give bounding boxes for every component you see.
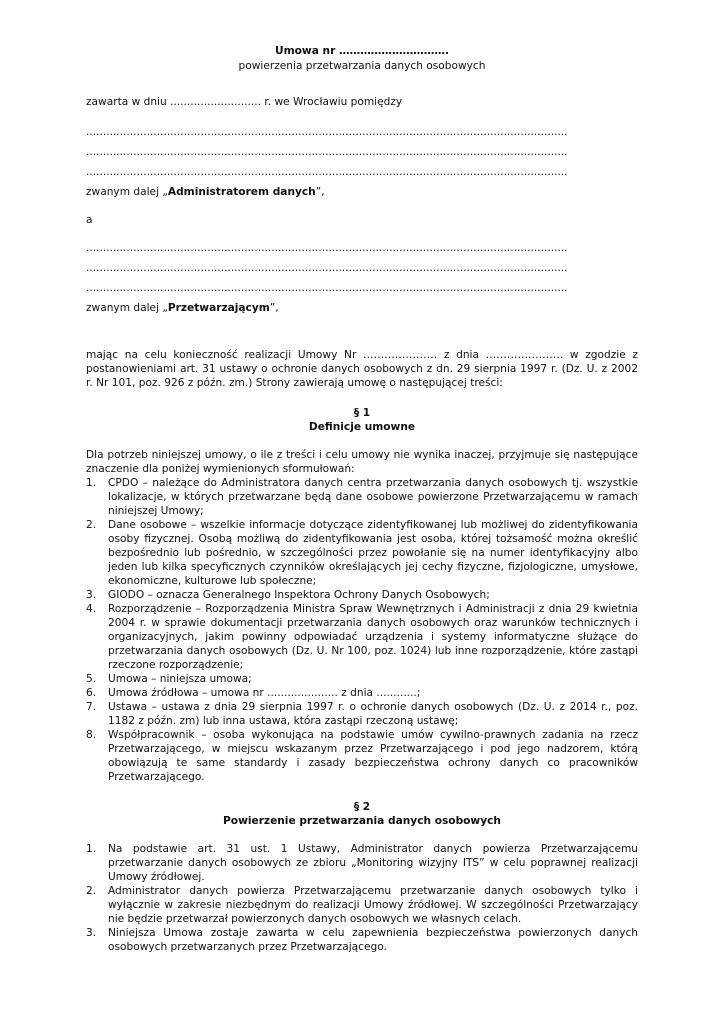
purpose-paragraph: mając na celu konieczność realizacji Umowy Nr ………………… z dnia …………………. w zgodzie z postanowieniami art. 31 ustawy o ochronie danych osobowych z dn. 29 sierpnia 1997 r. (Dz. U. z 2002 r. Nr 101, poz. 926 z późn. zm.) Strony zawierają umowę o następującej treści:	[86, 349, 638, 389]
item-text: Umowa – niniejsza umowa;	[108, 673, 252, 685]
list-item	[86, 884, 638, 926]
contract-title: Umowa nr ………………………….	[275, 45, 449, 57]
section1-title: Definicje umowne	[308, 421, 416, 433]
item-text: Umowa źródłowa – umowa nr ..................... z dnia ............;	[108, 687, 421, 699]
party1-dots-1: ...............................................................................................................................................	[86, 126, 568, 138]
list-item	[86, 588, 638, 602]
concluded-line: zawarta w dniu ........................... r. we Wrocławiu pomiędzy	[86, 96, 403, 108]
item-text: Dane osobowe – wszelkie informacje dotyczące zidentyfikowanej lub możliwej do zidentyfikowania osoby fizycznej. Osobą możliwą do zidentyfikowania jest osoba, której tożsamość można określić bezpośrednio lub pośrednio, w szczególności przez powołanie się na numer identyfikacyjny albo jeden lub kilka specyficznych czynników określających jej cechy fizyczne, fizjologiczne, umysłowe, ekonomiczne, kulturowe lub społeczne;	[108, 519, 638, 587]
list-item	[86, 842, 638, 884]
item-number: 2.	[86, 885, 97, 897]
item-text: Ustawa – ustawa z dnia 29 sierpnia 1997 r. o ochronie danych osobowych (Dz. U. z 2014 r., poz. 1182 z późn. zm) lub inna ustawa, która zastąpi rzeczoną ustawę;	[108, 701, 638, 727]
item-text: Współpracownik – osoba wykonująca na podstawie umów cywilno-prawnych zadania na rzecz Przetwarzającego, w miejscu wskazanym przez Przetwarzającego i pod jego nadzorem, którą obowiązują te same standardy i zasady bezpieczeństwa ochrony danych co pracowników Przetwarzającego.	[108, 729, 638, 783]
item-number: 5.	[86, 673, 97, 685]
list-item	[86, 602, 638, 672]
party2-dots-1: ...............................................................................................................................................	[86, 242, 568, 254]
processor-name: Przetwarzającym	[167, 302, 270, 314]
list-item	[86, 672, 638, 686]
admin-name: Administratorem danych	[167, 186, 316, 198]
section2-title: Powierzenie przetwarzania danych osobowych	[223, 815, 501, 827]
item-text: Administrator danych powierza Przetwarzającemu przetwarzanie danych osobowych tylko i wyłącznie w zakresie niezbędnym do realizacji Umowy źródłowej. W szczególności Przetwarzający nie będzie przetwarzał powierzonych danych osobowych we własnych celach.	[108, 885, 638, 925]
party1-dots-2: ...............................................................................................................................................	[86, 146, 568, 158]
processor-prefix: zwanym dalej „	[86, 302, 168, 314]
item-text: GIODO – oznacza Generalnego Inspektora Ochrony Danych Osobowych;	[108, 589, 490, 601]
document-page	[86, 44, 638, 954]
item-number: 8.	[86, 729, 97, 741]
party2-dots-3: ...............................................................................................................................................	[86, 282, 568, 294]
item-number: 3.	[86, 927, 97, 939]
list-item	[86, 518, 638, 588]
section1-lead: Dla potrzeb niniejszej umowy, o ile z treści i celu umowy nie wynika inaczej, przyjmuje się następujące znaczenie dla poniżej wymienionych sformułowań:	[86, 449, 638, 475]
item-number: 1.	[86, 843, 97, 855]
item-text: Niniejsza Umowa zostaje zawarta w celu zapewnienia bezpieczeństwa powierzonych danych osobowych przetwarzanych przez Przetwarzającego.	[108, 927, 638, 953]
section2-number: § 2	[353, 801, 371, 813]
and-word: a	[86, 214, 93, 226]
item-number: 7.	[86, 701, 97, 713]
item-number: 3.	[86, 589, 97, 601]
party2-dots-2: ...............................................................................................................................................	[86, 262, 568, 274]
list-item	[86, 728, 638, 784]
admin-suffix: ”,	[315, 186, 325, 198]
list-item	[86, 700, 638, 728]
admin-definition	[86, 185, 638, 199]
processor-suffix: ”,	[269, 302, 279, 314]
list-item	[86, 476, 638, 518]
entrustment-list	[86, 842, 638, 954]
item-text: Rozporządzenie – Rozporządzenia Ministra Spraw Wewnętrznych i Administracji z dnia 29 kwietnia 2004 r. w sprawie dokumentacji przetwarzania danych osobowych oraz warunków technicznych i organizacyjnych, jakim powinny odpowiadać urządzenia i systemy informatyczne służące do przetwarzania danych osobowych (Dz. U. Nr 100, poz. 1024) lub inne rozporządzenie, które zastąpi rzeczone rozporządzenie;	[108, 603, 638, 671]
list-item	[86, 686, 638, 700]
admin-prefix: zwanym dalej „	[86, 186, 168, 198]
party1-dots-3: ...............................................................................................................................................	[86, 166, 568, 178]
item-number: 2.	[86, 519, 97, 531]
list-item	[86, 926, 638, 954]
definitions-list	[86, 476, 638, 784]
processor-definition	[86, 301, 638, 315]
section1-number: § 1	[353, 407, 371, 419]
item-number: 1.	[86, 477, 97, 489]
contract-subtitle: powierzenia przetwarzania danych osobowych	[238, 60, 486, 72]
item-text: Na podstawie art. 31 ust. 1 Ustawy, Administrator danych powierza Przetwarzającemu przetwarzanie danych osobowych ze zbioru „Monitoring wizyjny ITS” w celu poprawnej realizacji Umowy źródłowej.	[108, 843, 638, 883]
item-number: 6.	[86, 687, 97, 699]
item-text: CPDO – należące do Administratora danych centra przetwarzania danych osobowych tj. wszystkie lokalizacje, w których przetwarzane będą dane osobowe powierzone Przetwarzającemu w ramach niniejszej Umowy;	[108, 477, 638, 517]
item-number: 4.	[86, 603, 97, 615]
